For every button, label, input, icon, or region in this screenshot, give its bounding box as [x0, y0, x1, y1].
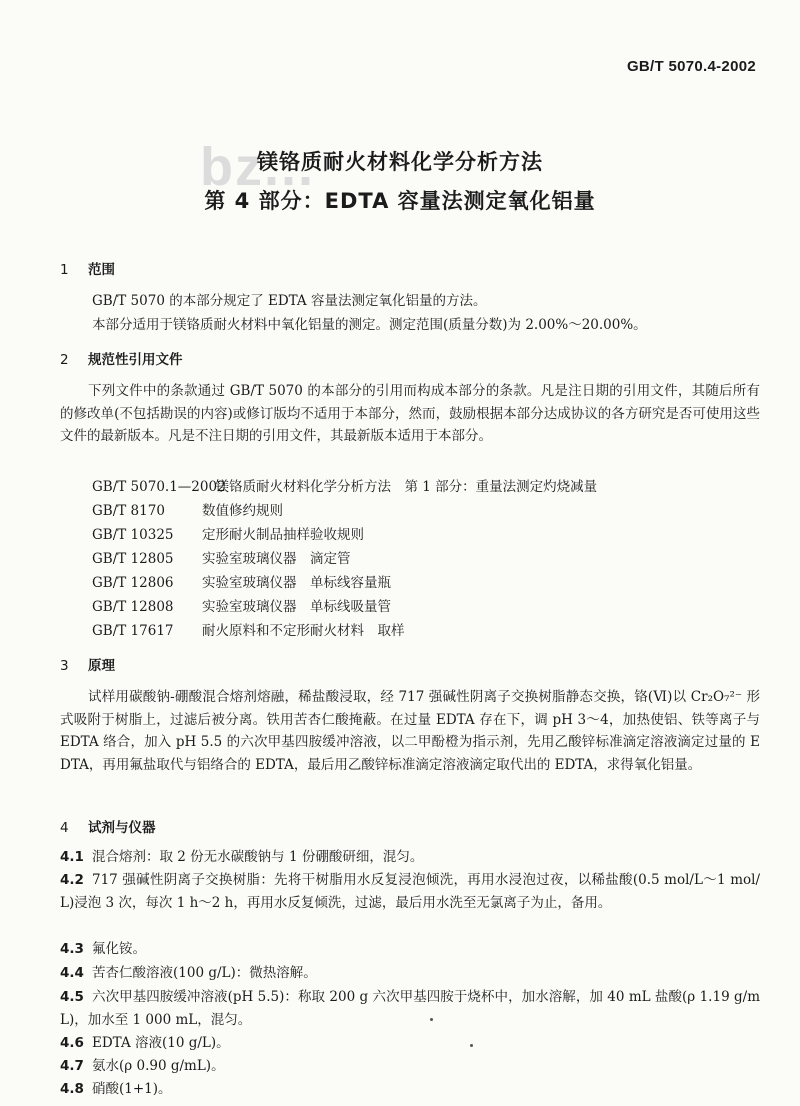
- reagent-item: [60, 869, 760, 915]
- reference-code: GB/T 12808: [92, 599, 174, 615]
- section-number: 2: [60, 352, 69, 368]
- scope-line-2: 本部分适用于镁铬质耐火材料中氧化铝量的测定。测定范围(质量分数)为 2.00%～20.00%。: [92, 317, 647, 333]
- scope-line-1: GB/T 5070 的本部分规定了 EDTA 容量法测定氧化铝量的方法。: [92, 293, 487, 309]
- reference-title: 定形耐火制品抽样验收规则: [202, 527, 364, 543]
- reference-title: 数值修约规则: [202, 503, 283, 519]
- reagent-item: [60, 1055, 760, 1078]
- item-number: 4.6: [60, 1035, 84, 1051]
- item-text: 717 强碱性阴离子交换树脂：先将干树脂用水反复浸泡倾洗，再用水浸泡过夜，以稀盐酸(0.5 mol/L～1 mol/L)浸泡 3 次，每次 1 h～2 h，再用水反复倾洗，过滤，最后用水洗至无氯离子为止，备用。: [60, 872, 760, 911]
- item-text: 混合熔剂：取 2 份无水碳酸钠与 1 份硼酸研细，混匀。: [92, 849, 424, 865]
- reference-title: 耐火原料和不定形耐火材料 取样: [202, 623, 405, 639]
- item-number: 4.8: [60, 1081, 84, 1097]
- item-number: 4.1: [60, 849, 84, 865]
- section-4-heading: [60, 816, 156, 836]
- reference-title: 实验室玻璃仪器 单标线容量瓶: [202, 575, 391, 591]
- item-text: EDTA 溶液(10 g/L)。: [92, 1035, 230, 1051]
- item-text: 苦杏仁酸溶液(100 g/L)：微热溶解。: [92, 965, 317, 981]
- item-number: 4.7: [60, 1058, 84, 1074]
- section-2-heading: [60, 348, 183, 368]
- item-text: 硝酸(1+1)。: [92, 1081, 172, 1097]
- reference-item: [92, 571, 391, 591]
- section-title: 试剂与仪器: [88, 820, 156, 836]
- reagent-item: [60, 846, 760, 869]
- reference-code: GB/T 5070.1—2002: [92, 479, 226, 495]
- item-number: 4.5: [60, 989, 84, 1005]
- reagent-item: [60, 1032, 760, 1055]
- item-number: 4.3: [60, 941, 84, 957]
- reference-item: [92, 547, 351, 567]
- reference-item: [92, 523, 364, 543]
- reference-code: GB/T 17617: [92, 623, 174, 639]
- reference-code: GB/T 12806: [92, 575, 174, 591]
- reference-title: 镁铬质耐火材料化学分析方法 第 1 部分：重量法测定灼烧减量: [215, 479, 598, 495]
- item-text: 六次甲基四胺缓冲溶液(pH 5.5)：称取 200 g 六次甲基四胺于烧杯中，加水溶解，加 40 mL 盐酸(ρ 1.19 g/mL)，加水至 1 000 mL，混匀。: [60, 989, 760, 1028]
- reagent-item: [60, 938, 760, 961]
- scan-speck: [430, 1018, 433, 1021]
- item-number: 4.4: [60, 965, 84, 981]
- watermark-logo: bz...: [200, 137, 315, 197]
- scan-speck: [470, 1044, 473, 1047]
- reference-item: [92, 499, 283, 519]
- item-text: 氨水(ρ 0.90 g/mL)。: [92, 1058, 225, 1074]
- reference-title: 实验室玻璃仪器 滴定管: [202, 551, 351, 567]
- section-number: 3: [60, 658, 69, 674]
- document-title: 镁铬质耐火材料化学分析方法: [257, 150, 543, 174]
- section-3-heading: [60, 654, 115, 674]
- standard-code: GB/T 5070.4-2002: [626, 58, 756, 75]
- section-1-heading: [60, 258, 115, 278]
- reagent-item: [60, 986, 760, 1032]
- reagent-item: [60, 1078, 760, 1101]
- item-number: 4.2: [60, 872, 84, 888]
- item-text: 氟化铵。: [92, 941, 146, 957]
- reference-code: GB/T 12805: [92, 551, 174, 567]
- normative-references-paragraph: 下列文件中的条款通过 GB/T 5070 的本部分的引用而构成本部分的条款。凡是注日期的引用文件，其随后所有的修改单(不包括勘误的内容)或修订版均不适用于本部分，然而，鼓励根据本部分达成协议的各方研究是否可使用这些文件的最新版本。凡是不注日期的引用文件，其最新版本适用于本部分。: [60, 383, 760, 444]
- document-subtitle: 第 4 部分：EDTA 容量法测定氧化铝量: [204, 189, 596, 213]
- section-title: 规范性引用文件: [88, 352, 183, 368]
- section-number: 4: [60, 820, 69, 836]
- reference-title: 实验室玻璃仪器 单标线吸量管: [202, 599, 391, 615]
- principle-paragraph: 试样用碳酸钠-硼酸混合熔剂熔融，稀盐酸浸取，经 717 强碱性阴离子交换树脂静态交换，铬(Ⅵ)以 Cr₂O₇²⁻ 形式吸附于树脂上，过滤后被分离。铁用苦杏仁酸掩蔽。在过量 EDTA 存在下，调 pH 3～4，加热使铝、铁等离子与 EDTA 络合，加入 pH 5.5 的六次甲基四胺缓冲溶液，以二甲酚橙为指示剂，先用乙酸锌标准滴定溶液滴定过量的 EDTA，再用氟盐取代与铝络合的 EDTA，最后用乙酸锌标准滴定溶液滴定取代出的 EDTA，求得氧化铝量。: [60, 689, 760, 773]
- section-title: 范围: [88, 262, 115, 278]
- reference-code: GB/T 8170: [92, 503, 165, 519]
- section-number: 1: [60, 262, 69, 278]
- reference-item: [92, 475, 597, 495]
- reference-item: [92, 619, 405, 639]
- reference-item: [92, 595, 391, 615]
- reference-code: GB/T 10325: [92, 527, 174, 543]
- section-title: 原理: [88, 658, 115, 674]
- reagent-item: [60, 962, 760, 985]
